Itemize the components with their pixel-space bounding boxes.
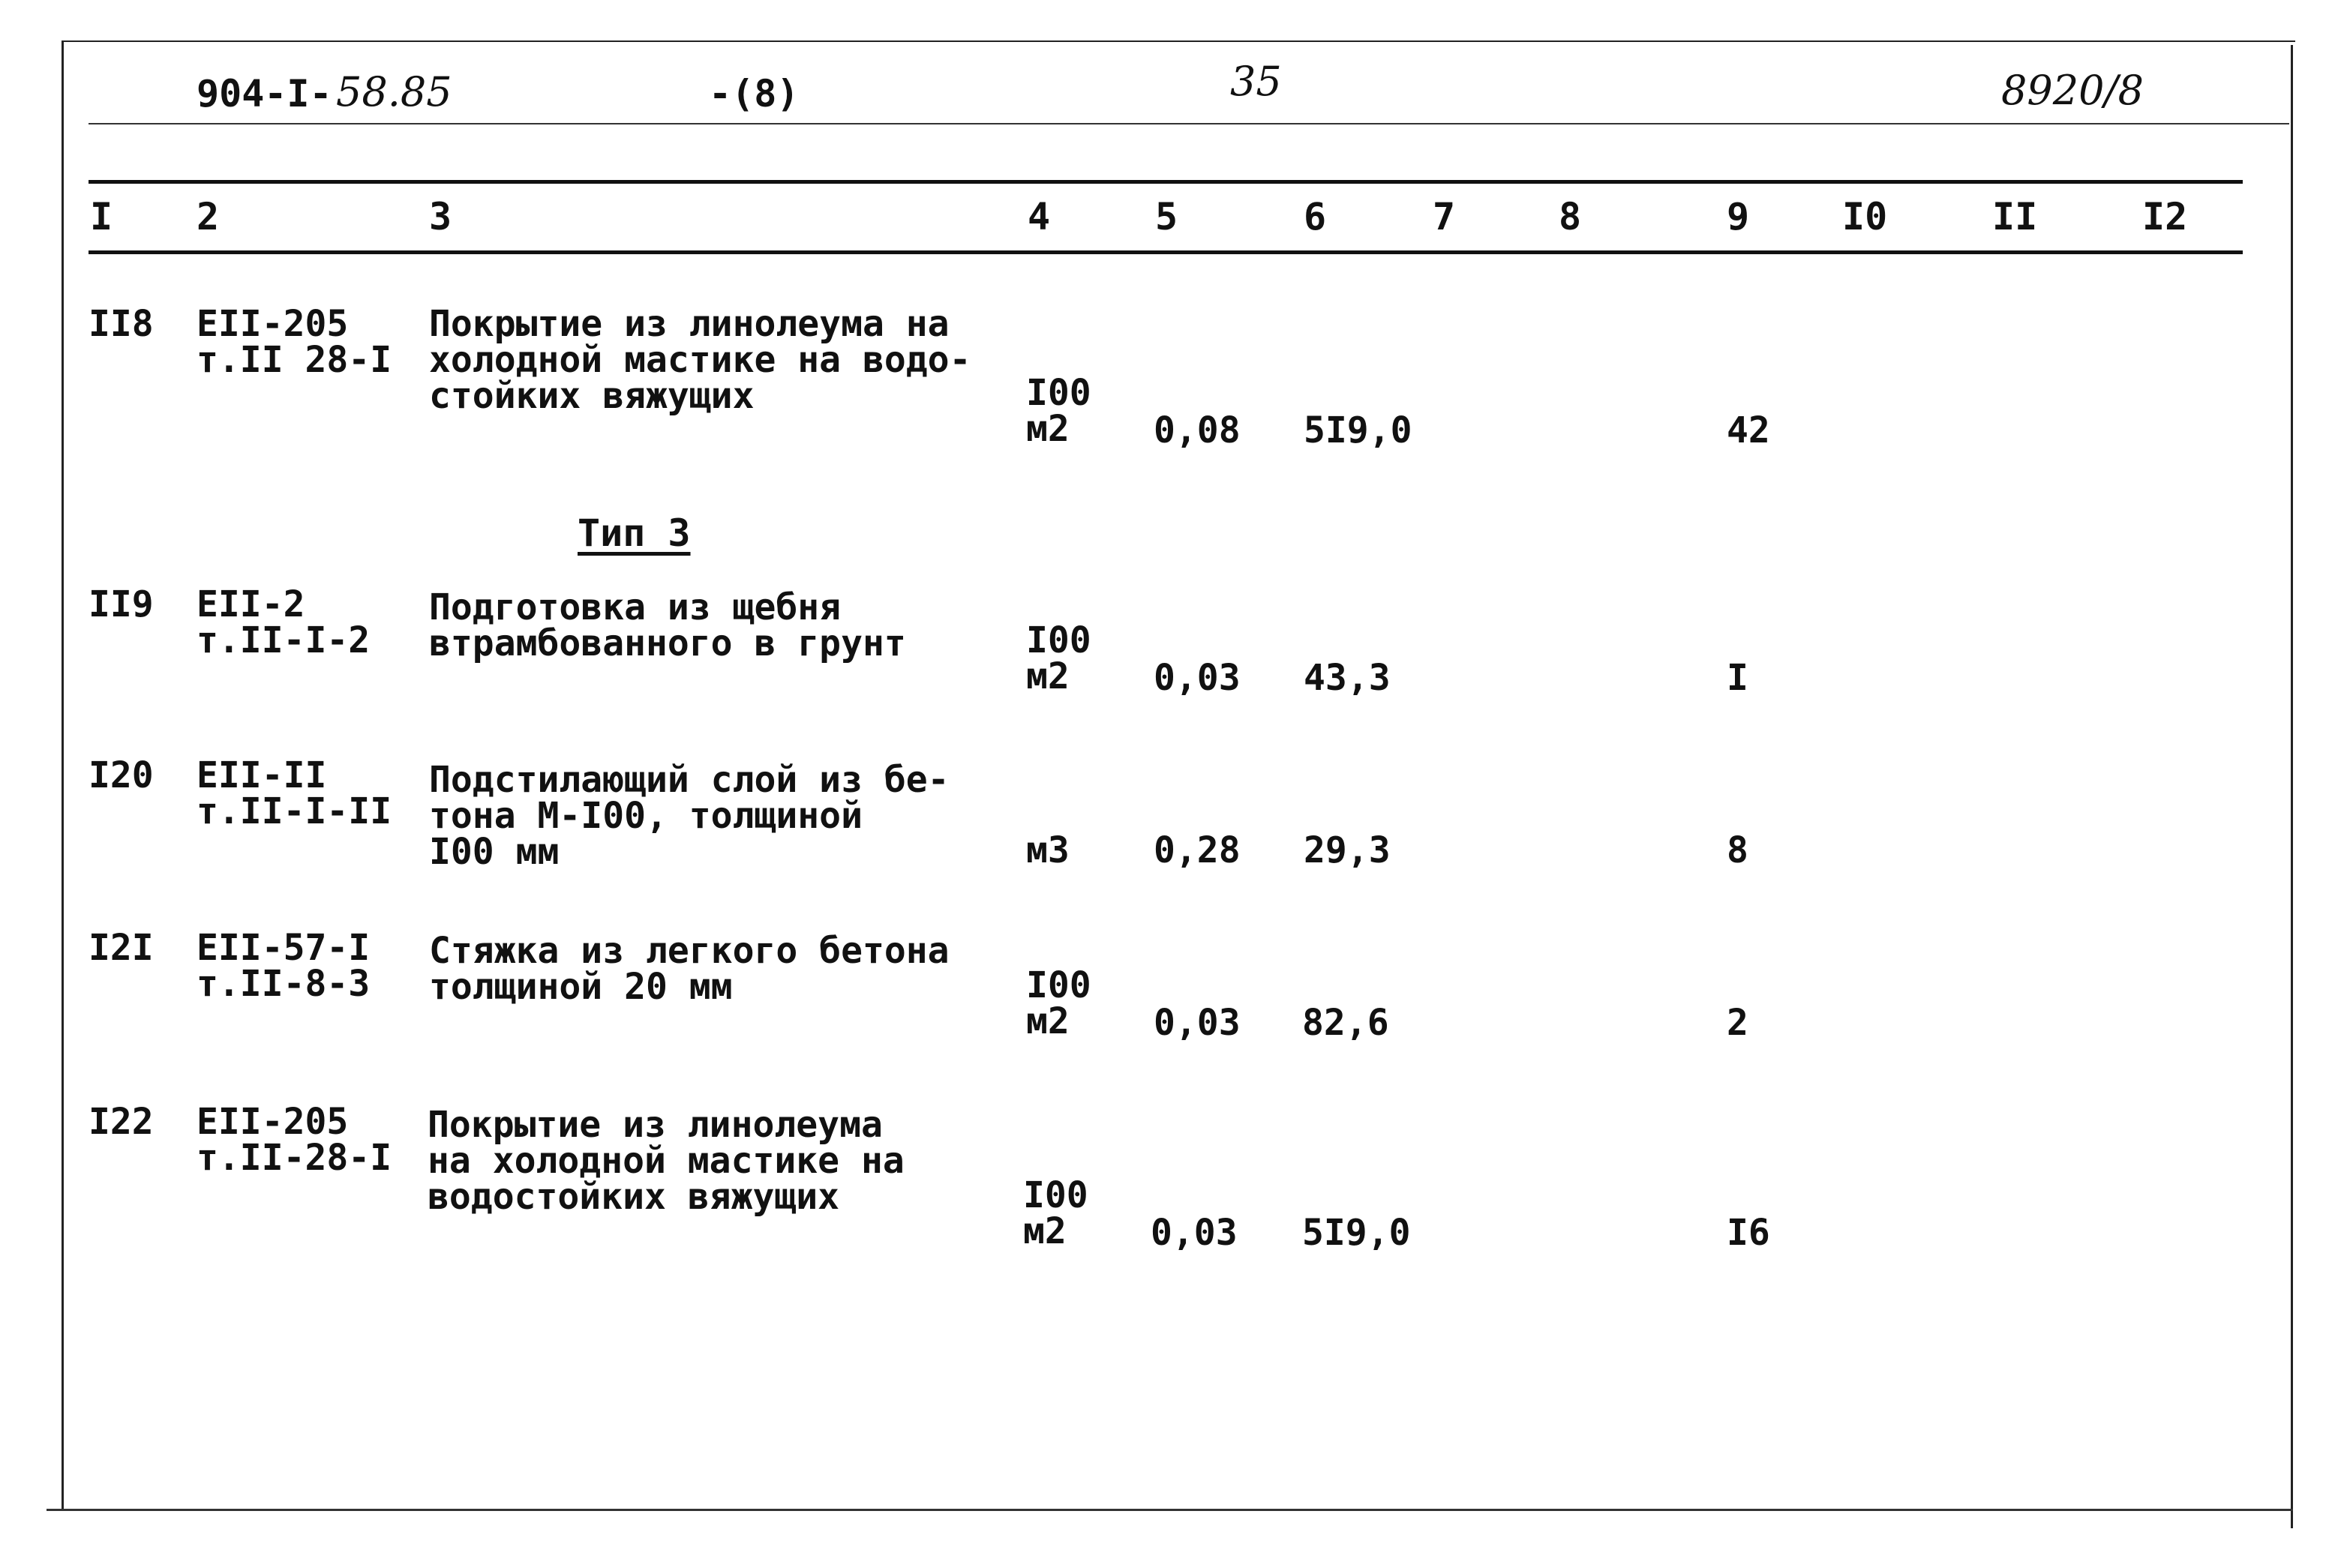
unit-price: 43,3	[1304, 657, 1391, 699]
unit-multiplier: I00	[1026, 964, 1091, 1006]
quantity: 0,03	[1154, 657, 1241, 699]
column-header: 3	[429, 195, 452, 238]
row-number: II8	[89, 303, 154, 345]
unit: м2	[1026, 1000, 1070, 1042]
quantity: 0,08	[1154, 409, 1241, 451]
total-cost: I	[1727, 657, 1748, 699]
unit: м2	[1026, 655, 1070, 697]
work-description: Покрытие из линолеума на холодной мастике на водо- стойких вяжущих	[429, 303, 971, 417]
archive-number: 8920/8	[2001, 67, 2144, 114]
unit: м3	[1026, 829, 1070, 871]
table-reference: т.II-8-3	[197, 963, 371, 1005]
column-header: 5	[1155, 195, 1178, 238]
rate-code: EII-57-I	[197, 927, 371, 969]
table-reference: т.II-28-I	[197, 1137, 392, 1179]
project-code: 904-I-	[197, 72, 332, 115]
unit-price: 5I9,0	[1304, 409, 1412, 451]
project-code-handwritten: 58.85	[336, 68, 452, 115]
frame-right-border	[2291, 45, 2293, 1528]
header-rule-top	[89, 180, 2243, 184]
sheet-reference: -(8)	[709, 72, 800, 115]
row-number: I22	[89, 1101, 154, 1143]
stamp-separator	[89, 123, 2289, 124]
table-reference: т.II-I-2	[197, 619, 371, 661]
column-header: 2	[197, 195, 220, 238]
unit-price: 5I9,0	[1302, 1212, 1411, 1254]
header-rule-bottom	[89, 250, 2243, 254]
column-header: I0	[1842, 195, 1888, 238]
table-reference: т.II-I-II	[197, 790, 392, 832]
column-header: I2	[2142, 195, 2188, 238]
work-description: Покрытие из линолеума на холодной мастике на водостойких вяжущих	[428, 1104, 905, 1218]
frame-left-border	[62, 40, 64, 1510]
total-cost: 42	[1727, 409, 1770, 451]
unit-multiplier: I00	[1026, 619, 1091, 661]
column-header: 4	[1028, 195, 1051, 238]
rate-code: EII-II	[197, 754, 327, 796]
column-header: II	[1992, 195, 2038, 238]
unit-multiplier: I00	[1023, 1174, 1088, 1216]
unit: м2	[1023, 1210, 1067, 1252]
frame-top-border	[63, 40, 2295, 42]
total-cost: I6	[1727, 1212, 1770, 1254]
total-cost: 8	[1727, 829, 1748, 871]
column-header: 8	[1559, 195, 1582, 238]
table-reference: т.II 28-I	[197, 339, 392, 381]
section-title: Тип 3	[578, 511, 691, 555]
total-cost: 2	[1727, 1002, 1748, 1044]
column-header: 7	[1433, 195, 1456, 238]
page-number: 35	[1230, 58, 1282, 105]
quantity: 0,03	[1154, 1002, 1241, 1044]
row-number: I20	[89, 754, 154, 796]
unit-price: 29,3	[1304, 829, 1391, 871]
column-header: 9	[1727, 195, 1750, 238]
row-number: II9	[89, 583, 154, 625]
frame-bottom-border	[47, 1509, 2293, 1511]
quantity: 0,28	[1154, 829, 1241, 871]
work-description: Стяжка из легкого бетона толщиной 20 мм	[429, 930, 950, 1008]
unit-price: 82,6	[1302, 1002, 1389, 1044]
rate-code: EII-205	[197, 1101, 349, 1143]
rate-code: EII-2	[197, 583, 305, 625]
work-description: Подстилающий слой из бе- тона М-I00, толщиной I00 мм	[429, 759, 950, 873]
column-header: I	[90, 195, 113, 238]
rate-code: EII-205	[197, 303, 349, 345]
column-header: 6	[1304, 195, 1327, 238]
unit: м2	[1026, 408, 1070, 450]
work-description: Подготовка из щебня втрамбованного в грунт	[429, 586, 906, 664]
row-number: I2I	[89, 927, 154, 969]
unit-multiplier: I00	[1026, 372, 1091, 414]
quantity: 0,03	[1151, 1212, 1238, 1254]
